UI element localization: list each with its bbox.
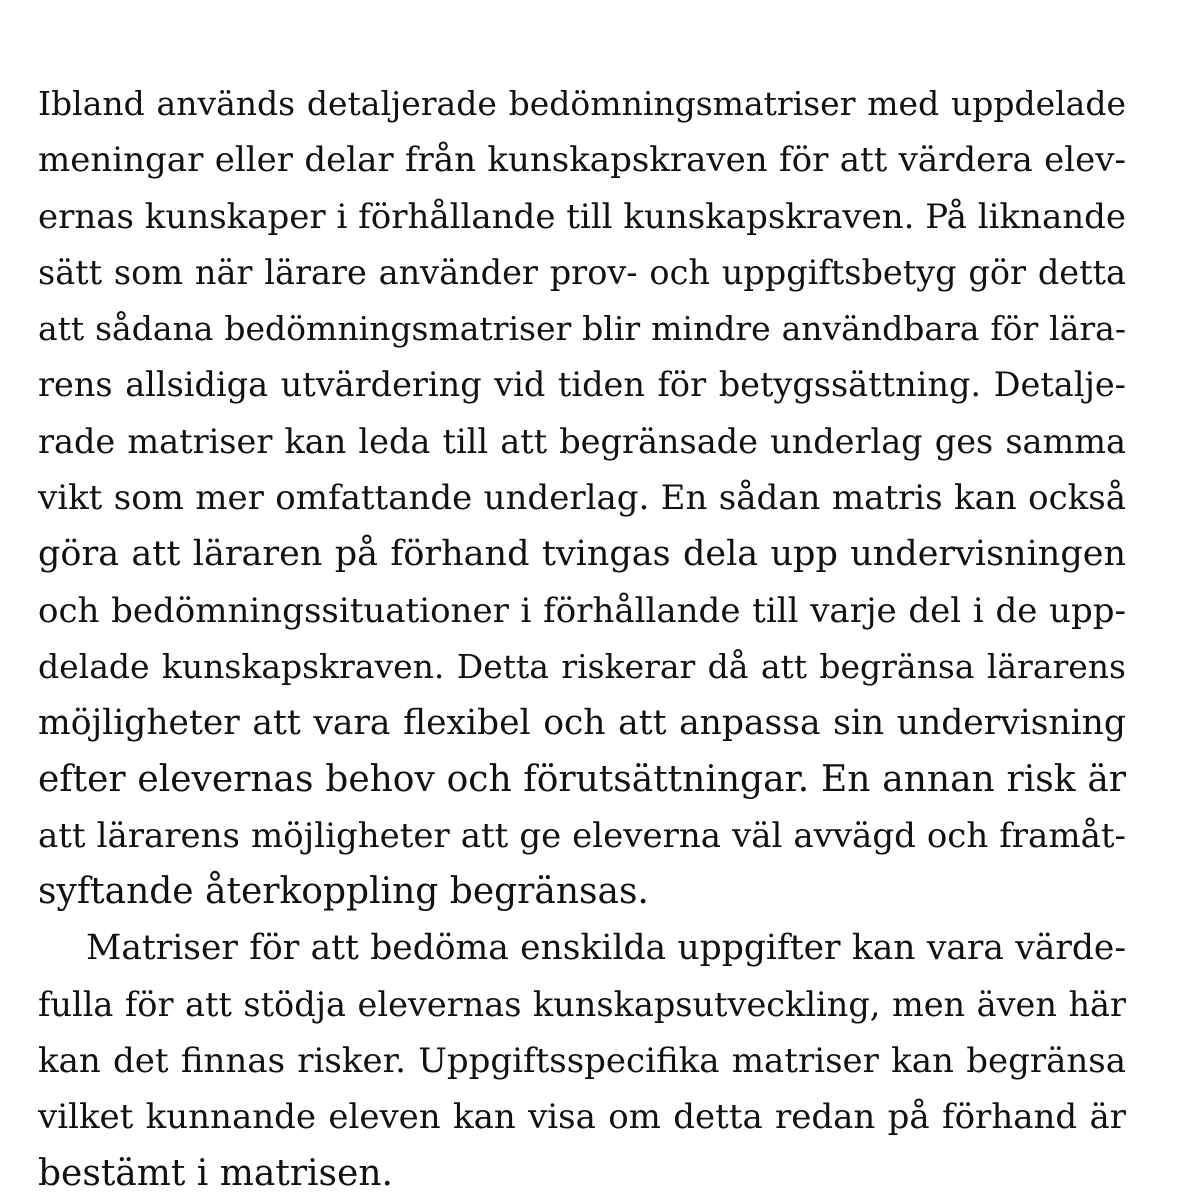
text-line: kan det finnas risker. Uppgiftsspecifika matriser kan begränsa: [38, 1041, 1126, 1082]
text-line: rade matriser kan leda till att begränsade underlag ges samma: [38, 421, 1126, 461]
text-line: vilket kunnande eleven kan visa om detta redan på förhand är: [38, 1097, 1126, 1138]
text-line: vikt som mer omfattande underlag. En sådan matris kan också: [38, 478, 1126, 519]
text-line: att sådana bedömningsmatriser blir mindre användbara för lära-: [38, 309, 1126, 349]
paragraph-2: [38, 920, 1126, 1201]
text-line: efter elevernas behov och förutsättningar. En annan risk är: [38, 758, 1126, 800]
text-line: fulla för att stödja elevernas kunskapsutveckling, men även här: [38, 984, 1126, 1024]
text-line: meningar eller delar från kunskapskraven för att värdera elev-: [38, 140, 1126, 181]
text-line: syftande återkoppling begränsas.: [38, 871, 649, 913]
text-line: att lärarens möjligheter att ge eleverna väl avvägd och framåt-: [38, 815, 1126, 856]
text-line: rens allsidiga utvärdering vid tiden för betygssättning. Detalje-: [38, 365, 1126, 405]
text-line: möjligheter att vara flexibel och att anpassa sin undervisning: [38, 703, 1126, 744]
text-line: delade kunskapskraven. Detta riskerar då att begränsa lärarens: [38, 646, 1126, 686]
text-line: sätt som när lärare använder prov- och uppgiftsbetyg gör detta: [38, 252, 1126, 292]
text-line: ernas kunskaper i förhållande till kunskapskraven. På liknande: [38, 196, 1126, 237]
text-line: Ibland används detaljerade bedömningsmatriser med uppdelade: [38, 84, 1126, 123]
text-line: göra att läraren på förhand tvingas dela upp undervisningen: [38, 534, 1126, 575]
body-text: [38, 76, 1126, 1202]
text-line: och bedömningssituationer i förhållande till varje del i de upp-: [38, 590, 1126, 631]
text-line: bestämt i matrisen.: [38, 1152, 393, 1194]
text-line: Matriser för att bedöma enskilda uppgifter kan vara värde-: [86, 928, 1126, 969]
paragraph-1: [38, 76, 1126, 920]
